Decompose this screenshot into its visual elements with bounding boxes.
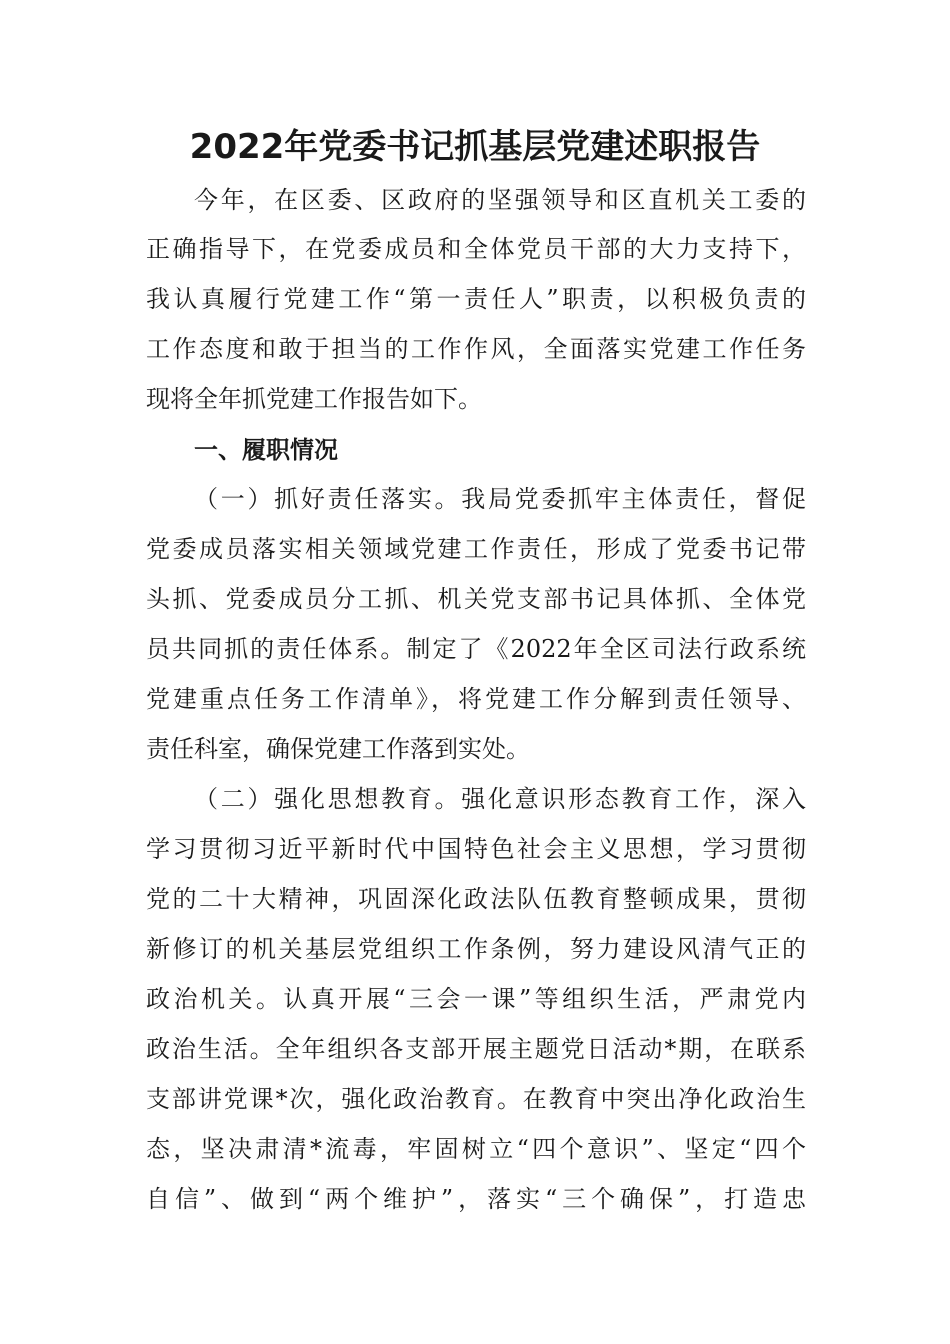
section-heading-1: 一、履职情况 — [194, 436, 338, 464]
para-1-line-6: 责任科室，确保党建工作落到实处。 — [146, 735, 530, 763]
para-2-line-7: 支部讲党课*次，强化政治教育。在教育中突出净化政治生 — [146, 1085, 806, 1113]
intro-line-2: 正确指导下，在党委成员和全体党员干部的大力支持下， — [146, 235, 806, 263]
intro-line-5: 现将全年抓党建工作报告如下。 — [146, 385, 482, 413]
para-1-line-5: 党建重点任务工作清单》，将党建工作分解到责任领导、 — [146, 685, 806, 713]
para-2-line-5: 政治机关。认真开展“三会一课”等组织生活，严肃党内 — [146, 985, 806, 1013]
para-2-line-3: 党的二十大精神，巩固深化政法队伍教育整顿成果，贯彻 — [146, 885, 806, 913]
intro-line-3: 我认真履行党建工作“第一责任人”职责，以积极负责的 — [146, 285, 806, 313]
intro-line-1: 今年，在区委、区政府的坚强领导和区直机关工委的 — [194, 186, 806, 214]
para-2-line-8: 态，坚决肃清*流毒，牢固树立“四个意识”、坚定“四个 — [146, 1135, 806, 1163]
para-2-line-9: 自信”、做到“两个维护”，落实“三个确保”，打造忠 — [146, 1185, 806, 1213]
para-1-line-2: 党委成员落实相关领域党建工作责任，形成了党委书记带 — [146, 535, 806, 563]
para-1-line-4: 员共同抓的责任体系。制定了《2022年全区司法行政系统 — [146, 635, 806, 663]
para-2-line-2: 学习贯彻习近平新时代中国特色社会主义思想，学习贯彻 — [146, 835, 806, 863]
para-2-line-1: （二）强化思想教育。强化意识形态教育工作，深入 — [194, 785, 806, 813]
para-1-line-3: 头抓、党委成员分工抓、机关党支部书记具体抓、全体党 — [146, 585, 806, 613]
para-2-line-4: 新修订的机关基层党组织工作条例，努力建设风清气正的 — [146, 935, 806, 963]
para-2-line-6: 政治生活。全年组织各支部开展主题党日活动*期，在联系 — [146, 1035, 806, 1063]
document-title: 2022年党委书记抓基层党建述职报告 — [189, 127, 761, 167]
intro-line-4: 工作态度和敢于担当的工作作风，全面落实党建工作任务 — [146, 335, 806, 363]
para-1-line-1: （一）抓好责任落实。我局党委抓牢主体责任，督促 — [194, 485, 806, 513]
